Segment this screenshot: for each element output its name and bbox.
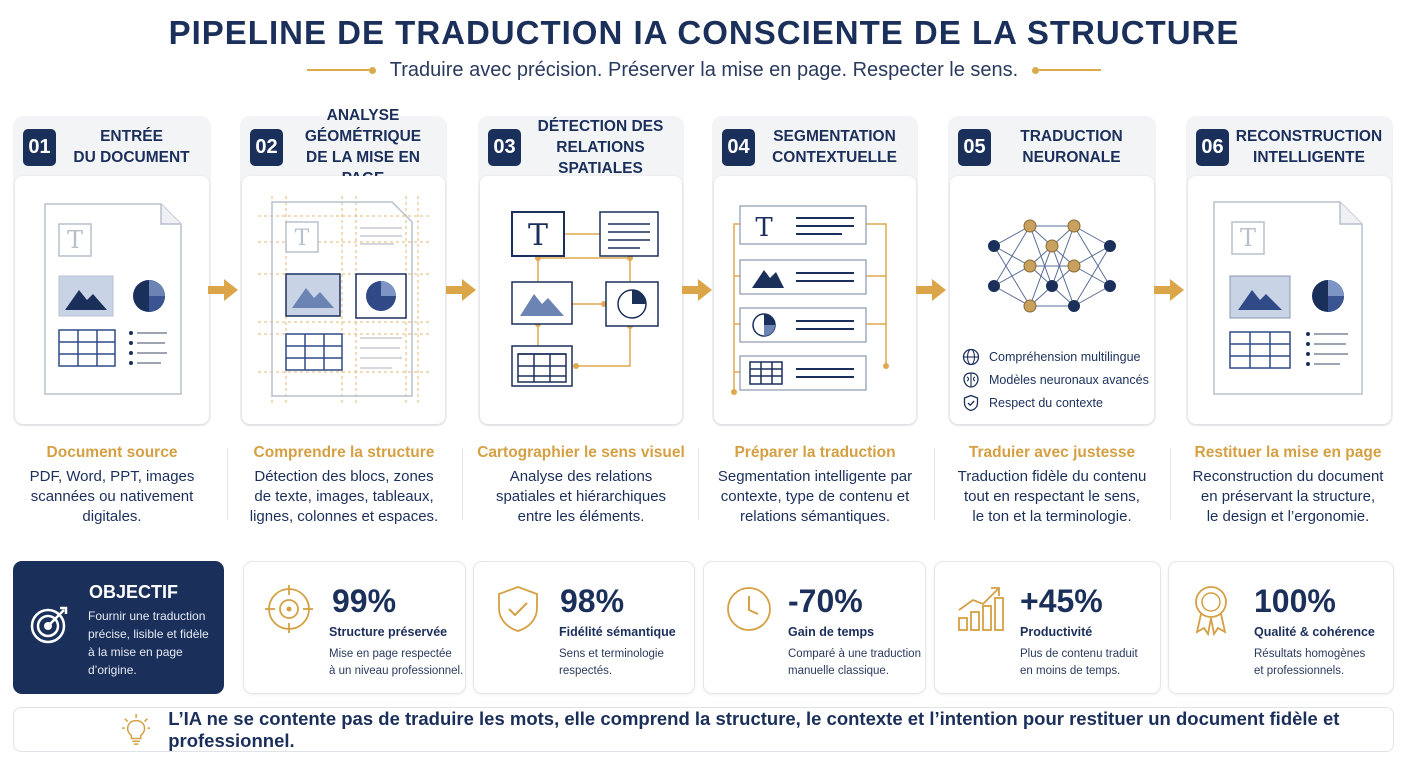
footer-banner xyxy=(13,707,1394,752)
step-3-description xyxy=(474,444,688,527)
spatial-relations-icon xyxy=(480,176,682,424)
stat-text: Mise en page respectée à un niveau professionnel. xyxy=(329,648,464,677)
step-1-heading: Document source xyxy=(46,444,178,461)
step-2-heading: Comprendre la structure xyxy=(253,444,435,461)
step-2-description xyxy=(236,444,452,527)
step-4-card xyxy=(714,176,916,424)
divider xyxy=(227,448,228,520)
step-1-description xyxy=(13,444,211,527)
stat-label: Productivité xyxy=(1020,625,1093,639)
neural-feature-1-label: Compréhension multilingue xyxy=(989,350,1141,364)
arrow-right-icon xyxy=(682,278,712,302)
award-medal-icon xyxy=(1189,584,1233,636)
divider xyxy=(934,448,935,520)
step-3-title: DÉTECTION DES RELATIONS SPATIALES xyxy=(537,117,664,177)
target-icon xyxy=(30,604,70,644)
step-6-heading: Restituer la mise en page xyxy=(1194,444,1382,461)
reconstructed-document-icon xyxy=(1188,176,1391,424)
neural-feature-2 xyxy=(962,371,1149,389)
stat-value: 98% xyxy=(560,583,625,619)
svg-text:T: T xyxy=(1239,224,1257,252)
step-5-description xyxy=(944,444,1160,527)
step-6-description xyxy=(1180,444,1396,527)
growth-chart-icon xyxy=(955,584,1005,634)
stat-value: 99% xyxy=(332,583,397,619)
objective-text: Fournir une traduction précise, lisible et fidèle à la mise en page d’origine. xyxy=(88,609,209,677)
stat-text: Résultats homogènes et professionnels. xyxy=(1254,648,1366,677)
svg-text:T: T xyxy=(755,213,773,243)
stat-text: Sens et terminologie respectés. xyxy=(559,648,664,677)
neural-feature-3-label: Respect du contexte xyxy=(989,396,1103,410)
source-document-icon xyxy=(15,176,209,424)
shield-check-icon xyxy=(962,394,980,412)
brain-icon xyxy=(962,371,980,389)
step-2-title: ANALYSE GÉOMÉTRIQUE DE LA MISE EN xyxy=(304,107,422,166)
divider xyxy=(698,448,699,520)
step-3-text: Analyse des relations spatiales et hiérarchiques entre les éléments. xyxy=(495,468,667,525)
stat-value: -70% xyxy=(788,583,863,619)
step-2-card xyxy=(242,176,445,424)
globe-icon xyxy=(962,348,980,366)
neural-feature-3 xyxy=(962,394,1103,412)
subtitle-row xyxy=(0,57,1408,83)
svg-text:T: T xyxy=(66,226,84,254)
step-5-title: TRADUCTION NEURONALE xyxy=(1020,128,1123,166)
stat-label: Gain de temps xyxy=(788,625,875,639)
step-3-card xyxy=(480,176,682,424)
svg-text:T: T xyxy=(294,226,310,251)
target-dial-icon xyxy=(264,584,314,634)
step-3-heading: Cartographier le sens visuel xyxy=(477,444,685,461)
step-3-panel xyxy=(478,116,684,426)
arrow-right-icon xyxy=(1154,278,1184,302)
footer-text: L’IA ne se contente pas de traduire les mots, elle comprend la structure, le contexte et l’intention pour restituer un document fidèle et professionnel. xyxy=(168,707,1340,751)
subtitle-divider-left xyxy=(307,67,376,74)
step-6-title: RECONSTRUCTION INTELLIGENTE xyxy=(1235,128,1383,166)
divider xyxy=(462,448,463,520)
arrow-right-icon xyxy=(446,278,476,302)
objective-title: OBJECTIF xyxy=(89,582,179,602)
stat-card-quality xyxy=(1168,561,1394,694)
page-title: PIPELINE DE TRADUCTION IA CONSCIENTE DE LA STRUCTURE xyxy=(168,14,1240,51)
step-2-text: Détection des blocs, zones de texte, images, tableaux, lignes, colonnes et espaces. xyxy=(249,468,439,525)
step-3-number: 03 xyxy=(488,129,521,166)
stat-label: Fidélité sémantique xyxy=(559,625,676,639)
stat-text: Comparé à une traduction manuelle classique. xyxy=(788,648,921,677)
neural-feature-2-label: Modèles neuronaux avancés xyxy=(989,373,1149,387)
shield-check-icon xyxy=(494,584,542,634)
stat-card-time xyxy=(703,561,926,694)
neural-feature-1 xyxy=(962,348,1140,366)
arrow-right-icon xyxy=(916,278,946,302)
segmentation-icon xyxy=(714,176,916,424)
stat-label: Qualité & cohérence xyxy=(1254,625,1375,639)
step-5-text: Traduction fidèle du contenu tout en respectant le sens, le ton et la terminologie. xyxy=(957,468,1147,525)
step-4-title: SEGMENTATION CONTEXTUELLE xyxy=(772,128,897,166)
step-6-panel xyxy=(1186,116,1393,426)
step-5-number: 05 xyxy=(958,129,991,166)
svg-text:T: T xyxy=(527,218,549,253)
step-1-number: 01 xyxy=(23,129,56,166)
step-1-panel xyxy=(13,116,211,426)
arrow-right-icon xyxy=(208,278,238,302)
step-4-text: Segmentation intelligente par contexte, type de contenu et relations sémantiques. xyxy=(717,468,913,525)
stat-label: Structure préservée xyxy=(329,625,448,639)
layout-analysis-icon xyxy=(242,176,445,424)
step-1-text: PDF, Word, PPT, images scannées ou nativement digitales. xyxy=(29,468,195,525)
step-2-panel xyxy=(240,107,447,426)
stat-card-productivity xyxy=(934,561,1161,694)
step-6-card xyxy=(1188,176,1391,424)
stat-card-structure xyxy=(243,561,466,694)
step-1-card xyxy=(15,176,209,424)
step-4-panel xyxy=(712,116,918,426)
stat-value: +45% xyxy=(1020,583,1103,619)
step-6-text: Reconstruction du document en préservant la structure, le design et l’ergonomie. xyxy=(1192,468,1384,525)
step-4-number: 04 xyxy=(722,129,755,166)
stat-value: 100% xyxy=(1254,583,1336,619)
clock-icon xyxy=(724,584,774,634)
stat-text: Plus de contenu traduit en moins de temps. xyxy=(1020,648,1138,677)
step-1-title: ENTRÉE DU DOCUMENT xyxy=(73,128,190,166)
step-6-number: 06 xyxy=(1196,129,1229,166)
step-2-number: 02 xyxy=(250,129,283,166)
lightbulb-icon xyxy=(122,713,150,747)
subtitle-divider-right xyxy=(1032,67,1101,74)
stat-card-fidelity xyxy=(473,561,695,694)
step-4-heading: Préparer la traduction xyxy=(734,444,896,461)
step-5-heading: Traduier avec justesse xyxy=(968,444,1136,461)
step-4-description xyxy=(708,444,922,527)
page-subtitle: Traduire avec précision. Préserver la mise en page. Respecter le sens. xyxy=(389,58,1019,81)
neural-network-icon xyxy=(950,176,1154,326)
divider xyxy=(1170,448,1171,520)
